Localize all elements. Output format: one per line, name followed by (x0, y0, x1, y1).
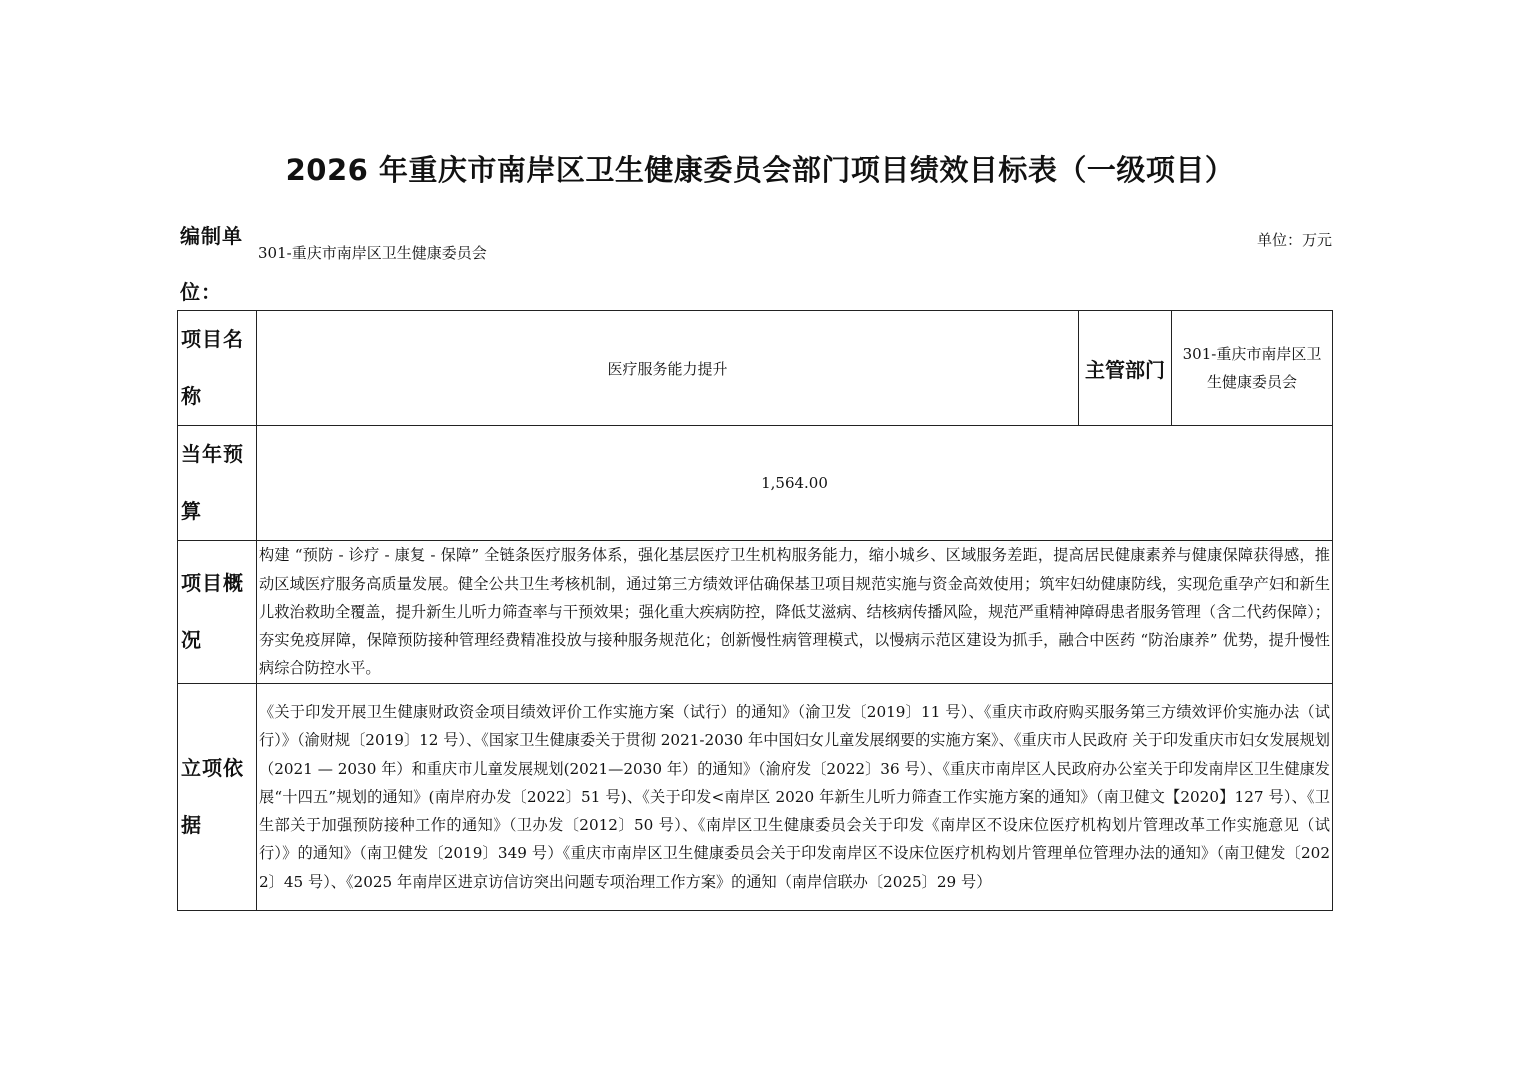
compiling-unit-value: 301-重庆市南岸区卫生健康委员会 (258, 244, 487, 262)
dept-label: 主管部门 (1079, 311, 1172, 426)
budget-value: 1,564.00 (257, 426, 1333, 541)
overview-label: 项目概况 (178, 541, 257, 684)
basis-row (178, 684, 1333, 911)
project-name-row (178, 311, 1333, 426)
budget-row (178, 426, 1333, 541)
project-name-label: 项目名称 (178, 311, 257, 426)
overview-row (178, 541, 1333, 684)
project-name-value: 医疗服务能力提升 (257, 311, 1079, 426)
basis-text: 《关于印发开展卫生健康财政资金项目绩效评价工作实施方案（试行）的通知》（渝卫发〔2019〕11 号）、《重庆市政府购买服务第三方绩效评价实施办法（试行）》（渝财规〔2019〕12 号）、《国家卫生健康委关于贯彻 2021-2030 年中国妇女儿童发展纲要的实施方案》、《重庆市人民政府 关于印发重庆市妇女发展规划（2021 — 2030 年）和重庆市儿童发展规划(2021—2030 年）的通知》（渝府发〔2022〕36 号）、《重庆市南岸区人民政府办公室关于印发南岸区卫生健康发展“十四五”规划的通知》(南岸府办发〔2022〕51 号)、《关于印发<南岸区 2020 年新生儿听力筛查工作实施方案的通知》（南卫健文【2020】127 号）、《卫生部关于加强预防接种工作的通知》（卫办发〔2012〕50 号）、《南岸区卫生健康委员会关于印发《南岸区不设床位医疗机构划片管理改革工作实施意见（试行）》的通知》（南卫健发〔2019〕349 号）《重庆市南岸区卫生健康委员会关于印发南岸区不设床位医疗机构划片管理单位管理办法的通知》（南卫健发〔2022〕45 号）、《2025 年南岸区进京访信访突出问题专项治理工作方案》的通知（南岸信联办〔2025〕29 号） (257, 684, 1333, 911)
page-title: 2026 年重庆市南岸区卫生健康委员会部门项目绩效目标表（一级项目） (285, 153, 1235, 187)
budget-label: 当年预算 (178, 426, 257, 541)
basis-label: 立项依据 (178, 684, 257, 911)
currency-unit-label: 单位：万元 (1256, 231, 1332, 249)
overview-text: 构建 “预防 - 诊疗 - 康复 - 保障” 全链条医疗服务体系，强化基层医疗卫生机构服务能力，缩小城乡、区域服务差距，提高居民健康素养与健康保障获得感，推动区域医疗服务高质量发展。健全公共卫生考核机制，通过第三方绩效评估确保基卫项目规范实施与资金高效使用；筑牢妇幼健康防线，实现危重孕产妇和新生儿救治救助全覆盖，提升新生儿听力筛查率与干预效果；强化重大疾病防控，降低艾滋病、结核病传播风险，规范严重精神障碍患者服务管理（含二代药保障）；夯实免疫屏障，保障预防接种管理经费精准投放与接种服务规范化；创新慢性病管理模式，以慢病示范区建设为抓手，融合中医药 “防治康养” 优势，提升慢性病综合防控水平。 (257, 541, 1333, 684)
performance-target-table (177, 310, 1333, 911)
dept-value: 301-重庆市南岸区卫生健康委员会 (1172, 311, 1333, 426)
compiling-unit-label: 编制单位： (180, 224, 243, 304)
